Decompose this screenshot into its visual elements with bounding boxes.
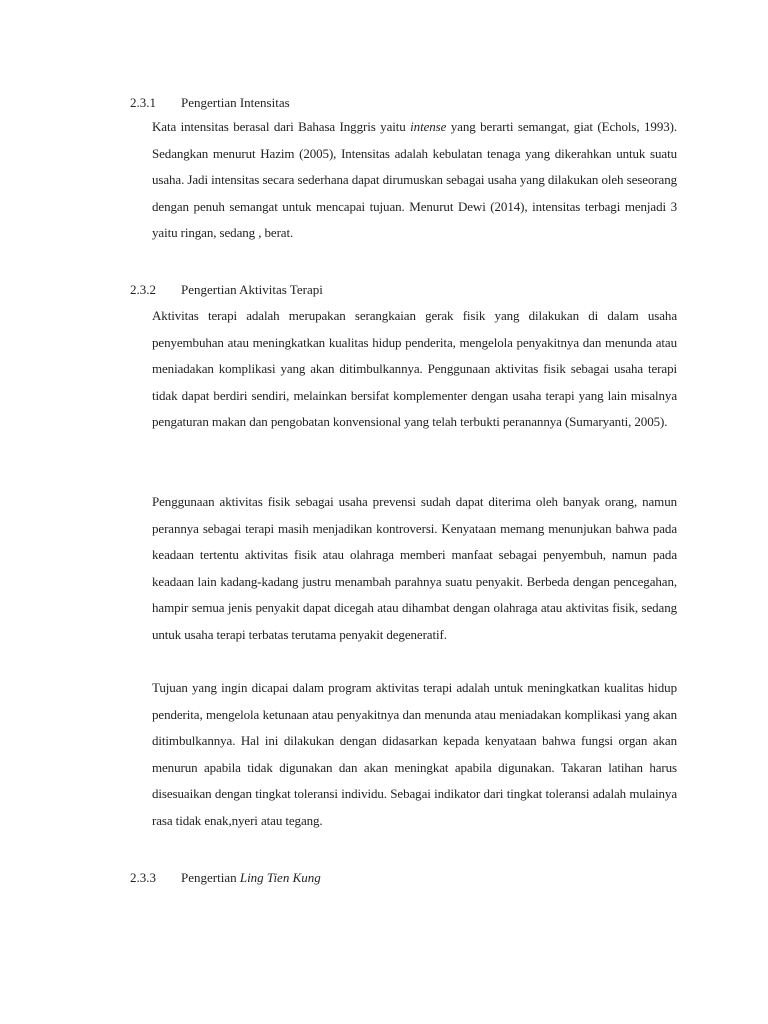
section-heading-2-3-3	[130, 868, 321, 888]
paragraph-text-before: Kata intensitas berasal dari Bahasa Inggris yaitu	[152, 119, 411, 134]
italic-term-intense: intense	[410, 119, 447, 134]
section-number: 2.3.3	[130, 870, 156, 885]
section-title-prefix: Pengertian	[181, 870, 240, 885]
section-heading-2-3-1	[130, 93, 290, 113]
paragraph-aktivitas-terapi-2: Penggunaan aktivitas fisik sebagai usaha prevensi sudah dapat diterima oleh banyak orang, namun perannya sebagai terapi masih menjadikan kontroversi. Kenyataan memang menunjukan bahwa pada keadaan tertentu aktivitas fisik atau olahraga memberi manfaat sebagai penyembuh, namun pada keadaan lain kadang-kadang justru menambah parahnya suatu penyakit. Berbeda dengan pencegahan, hampir semua jenis penyakit dapat dicegah atau dihambat dengan olahraga atau aktivitas fisik, sedang untuk usaha terapi terbatas terutama penyakit degeneratif.	[152, 494, 677, 642]
section-heading-2-3-2	[130, 280, 323, 300]
section-number: 2.3.1	[130, 95, 156, 110]
section-title-italic: Ling Tien Kung	[239, 870, 321, 885]
section-title: Pengertian Aktivitas Terapi	[181, 282, 323, 297]
paragraph-aktivitas-terapi-1: Aktivitas terapi adalah merupakan serangkaian gerak fisik yang dilakukan di dalam usaha penyembuhan atau meningkatkan kualitas hidup penderita, mengelola penyakitnya dan menunda atau meniadakan komplikasi yang akan ditimbulkannya. Penggunaan aktivitas fisik sebagai usaha terapi tidak dapat berdiri sendiri, melainkan bersifat komplementer dengan usaha terapi yang lain misalnya pengaturan makan dan pengobatan konvensional yang telah terbukti peranannya (Sumaryanti, 2005).	[152, 308, 677, 429]
paragraph-aktivitas-terapi-3: Tujuan yang ingin dicapai dalam program aktivitas terapi adalah untuk meningkatkan kualitas hidup penderita, mengelola ketunaan atau penyakitnya dan menunda atau meniadakan komplikasi yang akan ditimbulkannya. Hal ini dilakukan dengan didasarkan kepada kenyataan bahwa fungsi organ akan menurun apabila tidak digunakan dan akan meningkat apabila digunakan. Takaran latihan harus disesuaikan dengan tingkat toleransi individu. Sebagai indikator dari tingkat toleransi adalah mulainya rasa tidak enak,nyeri atau tegang.	[152, 680, 677, 828]
paragraph-intensitas	[152, 114, 677, 247]
section-number: 2.3.2	[130, 282, 156, 297]
section-title: Pengertian Intensitas	[181, 95, 290, 110]
paragraph-text-after: yang berarti semangat, giat (Echols, 1993). Sedangkan menurut Hazim (2005), Intensitas adalah kebulatan tenaga yang dikerahkan untuk suatu usaha. Jadi intensitas secara sederhana dapat dirumuskan sebagai usaha yang dilakukan oleh seseorang dengan penuh semangat untuk mencapai tujuan. Menurut Dewi (2014), intensitas terbagi menjadi 3 yaitu ringan, sedang , berat.	[152, 119, 678, 240]
